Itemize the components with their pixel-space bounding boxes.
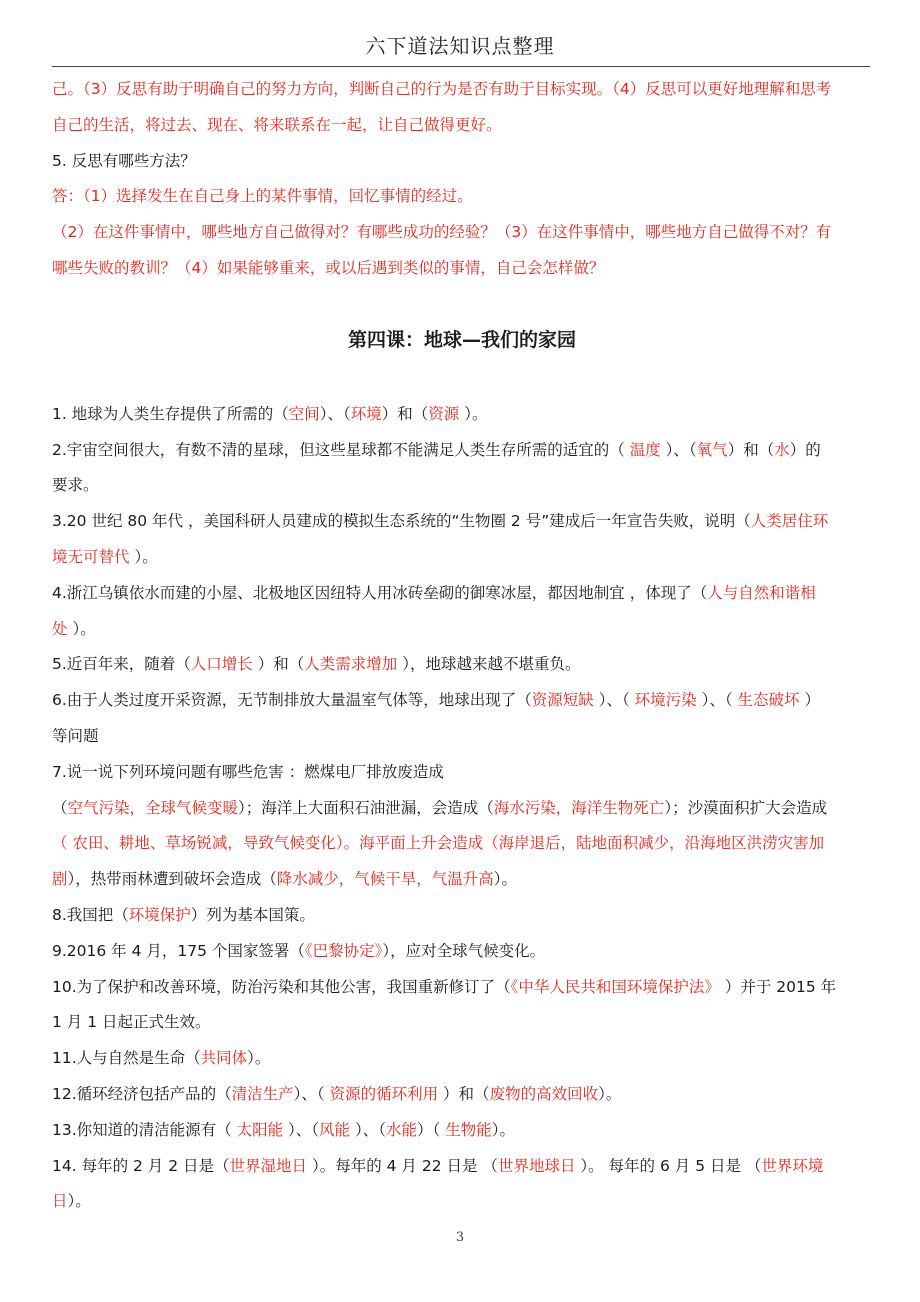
answer-text: 空间 — [288, 404, 320, 423]
lesson-four-section — [52, 397, 872, 1220]
question-text: 2.宇宙空间很大，有数不清的星球，但这些星球都不能满足人类生存所需的适宜的（ — [52, 440, 630, 459]
page-number: 3 — [455, 1230, 465, 1245]
answer-text: 生物能 — [445, 1120, 492, 1139]
answer-text: （2）在这件事情中，哪些地方自己做得对？有哪些成功的经验？（3）在这件事情中，哪些地方自己做得不对？有 — [52, 223, 832, 242]
question-text: ）。 — [72, 619, 96, 638]
question-text: 13.你知道的清洁能源有（ — [52, 1120, 237, 1139]
answer-text: 人与自然和谐相 — [707, 583, 816, 602]
question-text: 9.2016 年 4 月，175 个国家签署（ — [52, 941, 305, 960]
text-line — [52, 215, 872, 251]
question-text: ）和（ — [257, 655, 305, 674]
question-text: ）、（ — [319, 404, 351, 423]
question-text: ） — [799, 691, 820, 710]
answer-text: 剧 — [52, 870, 68, 889]
question-text: 11.人与自然是生命（ — [52, 1049, 201, 1068]
question-text: ）、（ — [350, 1120, 386, 1139]
question-text: 7.说一说下列环境问题有哪些危害 ：燃煤电厂排放废造成 — [52, 762, 444, 781]
answer-text: 世界环境 — [761, 1156, 824, 1175]
text-line — [52, 791, 872, 827]
text-line — [52, 144, 872, 180]
answer-text: 自己的生活，将过去、现在、将来联系在一起，让自己做得更好。 — [52, 115, 502, 134]
question-text: 10.为了保护和改善环境，防治污染和其他公害，我国重新修订了（ — [52, 977, 511, 996]
page-header-title: 六下道法知识点整理 — [365, 34, 555, 58]
answer-text: 空气污染，全球气候变暖 — [67, 798, 239, 817]
answer-text: 人类需求增加 — [304, 655, 403, 674]
answer-text: 世界地球日 — [497, 1156, 581, 1175]
answer-text: 温度 — [629, 440, 661, 459]
question-text: ）；海洋上大面积石油泄漏，会造成（ — [238, 798, 494, 817]
text-line — [52, 1184, 872, 1220]
reflection-section — [52, 72, 872, 287]
question-text: ）。 — [598, 1084, 622, 1103]
text-line — [52, 251, 872, 287]
question-text: ）列为基本国策。 — [190, 905, 315, 924]
question-text: ）、（ — [283, 1120, 320, 1139]
question-text: ）、（ — [701, 691, 738, 710]
answer-text: 资源短缺 — [531, 691, 599, 710]
answer-text: 处 — [52, 619, 73, 638]
question-text: 等问题 — [52, 726, 99, 745]
question-text: 12.循环经济包括产品的（ — [52, 1084, 232, 1103]
text-line — [52, 72, 872, 108]
text-line — [52, 612, 872, 648]
text-line — [52, 1077, 872, 1113]
question-text: ）。 — [491, 1120, 515, 1139]
question-text: ）、（ — [660, 440, 697, 459]
answer-text: 境无可替代 — [52, 547, 130, 566]
answer-text: 太阳能 — [236, 1120, 284, 1139]
question-text: ）和（ — [381, 404, 429, 423]
answer-text: 生态破坏 — [737, 691, 800, 710]
answer-text: 海水污染，海洋生物死亡 — [493, 798, 665, 817]
question-text: ）并于 2015 年 — [719, 977, 837, 996]
document-body — [52, 72, 872, 1220]
answer-text: 降水减少，气候干旱，气温升高 — [276, 870, 494, 889]
text-line — [52, 397, 872, 433]
question-text: 5. 反思有哪些方法？ — [52, 151, 196, 170]
text-line — [52, 1149, 872, 1185]
text-line — [52, 755, 872, 791]
question-text: ）。 — [493, 870, 518, 889]
text-line — [52, 683, 872, 719]
text-line — [52, 433, 872, 469]
answer-text: 环境保护 — [128, 905, 191, 924]
answer-text: 资源 — [428, 404, 465, 423]
question-text: 5.近百年来，随着（ — [52, 655, 191, 674]
text-line — [52, 468, 872, 504]
question-text: 4.浙江乌镇依水而建的小屋、北极地区因纽特人用冰砖垒砌的御寒冰屋，都因地制宜 ，体现了（ — [52, 583, 708, 602]
text-line — [52, 719, 872, 755]
answer-text: 资源的循环利用 — [329, 1084, 444, 1103]
text-line — [52, 898, 872, 934]
text-line — [52, 1005, 872, 1041]
question-text: ），热带雨林遭到破坏会造成（ — [67, 870, 277, 889]
answer-text: 人口增长 — [190, 655, 258, 674]
answer-text: 哪些失败的教训？（4）如果能够重来，或以后遇到类似的事情，自己会怎样做？ — [52, 258, 605, 277]
question-text: ）。 每年的 6 月 5 日是 （ — [580, 1156, 762, 1175]
answer-text: 世界湿地日 — [229, 1156, 312, 1175]
question-text: ）。每年的 4 月 22 日是 （ — [311, 1156, 498, 1175]
question-text: ）和（ — [727, 440, 775, 459]
question-text: ），应对全球气候变化。 — [382, 941, 546, 960]
text-line — [52, 108, 872, 144]
text-line — [52, 934, 872, 970]
question-text: 6.由于人类过度开采资源，无节制排放大量温室气体等，地球出现了（ — [52, 691, 532, 710]
answer-text: 己。（3）反思有助于明确自己的努力方向，判断自己的行为是否有助于目标实现。（4）反思可以更好地理解和思考 — [52, 80, 832, 98]
question-text: ）；沙漠面积扩大会造成 — [664, 798, 828, 817]
answer-text: 答：（1）选择发生在自己身上的某件事情，回忆事情的经过。 — [52, 187, 473, 206]
question-text: ）。 — [67, 1192, 91, 1211]
question-text: ）。 — [247, 1049, 271, 1068]
lesson-title: 第四课：地球—我们的家园 — [347, 328, 576, 351]
answer-text: 《中华人民共和国环境保护法》 — [510, 977, 720, 996]
question-text: 1. 地球为人类生存提供了所需的（ — [52, 404, 289, 423]
answer-text: （ 农田、耕地、草场锐减，导致气候变化）。海平面上升会造成（海岸退后，陆地面积减少，沿海地区洪涝灾害加 — [52, 834, 825, 853]
text-line — [52, 647, 872, 683]
answer-text: 日 — [52, 1192, 68, 1211]
question-text: ）、（ — [293, 1084, 330, 1103]
text-line — [52, 179, 872, 215]
question-text: 8.我国把（ — [52, 905, 129, 924]
answer-text: 清洁生产 — [231, 1084, 294, 1103]
question-text: ），地球越来越不堪重负。 — [402, 655, 581, 674]
question-text: 14. 每年的 2 月 2 日是（ — [52, 1156, 230, 1175]
question-text: ）的 — [789, 440, 821, 459]
question-text: ）。 — [129, 547, 158, 566]
question-text: ）、（ — [598, 691, 635, 710]
text-line — [52, 1113, 872, 1149]
text-line — [52, 504, 872, 540]
question-text: ）和（ — [443, 1084, 490, 1103]
answer-text: 水 — [774, 440, 790, 459]
answer-text: 人类居住环 — [750, 512, 829, 531]
answer-text: 环境污染 — [634, 691, 702, 710]
answer-text: 共同体 — [200, 1049, 248, 1068]
text-line — [52, 862, 872, 898]
text-line — [52, 1041, 872, 1077]
text-line — [52, 540, 872, 576]
question-text: 要求。 — [52, 476, 99, 495]
question-text: ）（ — [417, 1120, 446, 1139]
question-text: 1 月 1 日起正式生效。 — [52, 1013, 211, 1032]
text-line — [52, 970, 872, 1006]
answer-text: 《巴黎协定》 — [304, 941, 383, 960]
question-text: ）。 — [464, 404, 488, 423]
answer-text: 环境 — [350, 404, 382, 423]
answer-text: 风能 — [319, 1120, 351, 1139]
header-divider — [52, 66, 870, 67]
answer-text: 氧气 — [696, 440, 728, 459]
question-text: （ — [52, 798, 68, 817]
text-line — [52, 576, 872, 612]
answer-text: 水能 — [385, 1120, 417, 1139]
answer-text: 废物的高效回收 — [489, 1084, 599, 1103]
question-text: 3.20 世纪 80 年代 ，美国科研人员建成的模拟生态系统的“生物圈 2 号”建成后一年宣告失败，说明（ — [52, 512, 751, 531]
text-line — [52, 826, 872, 862]
